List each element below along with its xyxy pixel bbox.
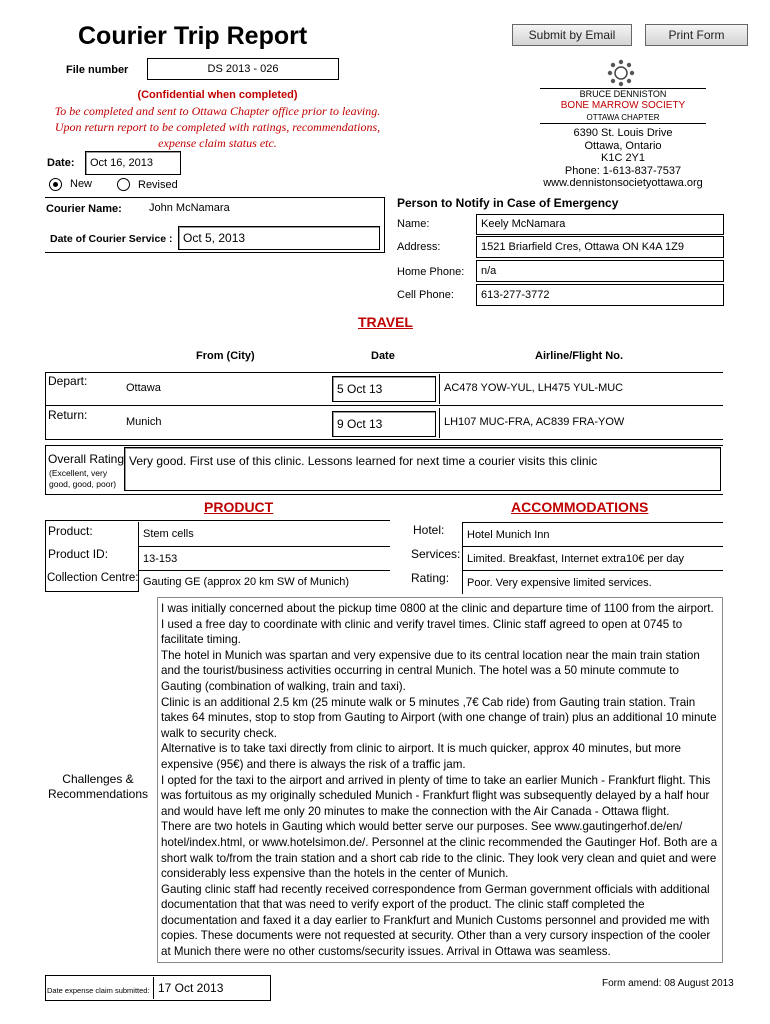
collection-centre-field[interactable]: Gauting GE (approx 20 km SW of Munich) xyxy=(138,570,390,592)
accommodations-heading: ACCOMMODATIONS xyxy=(511,499,649,515)
col-from-header: From (City) xyxy=(196,350,255,362)
col-airline-header: Airline/Flight No. xyxy=(535,350,623,362)
org-name-line2: BONE MARROW SOCIETY xyxy=(560,100,686,111)
depart-city-field[interactable]: Ottawa xyxy=(122,374,328,404)
service-date-field[interactable]: Oct 5, 2013 xyxy=(178,226,380,250)
radio-revised-label: Revised xyxy=(138,179,178,191)
file-number-label: File number xyxy=(66,64,129,76)
accommodation-rating-field[interactable]: Poor. Very expensive limited services. xyxy=(462,570,723,594)
org-block xyxy=(540,88,706,124)
form-amend-text: Form amend: 08 August 2013 xyxy=(602,978,734,989)
radio-new[interactable] xyxy=(49,178,62,191)
radio-new-label: New xyxy=(70,178,93,190)
emergency-heading: Person to Notify in Case of Emergency xyxy=(397,196,619,210)
challenges-label: Challenges & Recommendations xyxy=(47,772,149,801)
file-number-field[interactable]: DS 2013 - 026 xyxy=(147,58,339,80)
date-label: Date: xyxy=(47,157,75,169)
challenges-textarea[interactable]: I was initially concerned about the pickup time 0800 at the clinic and departure time of 1100 from the airport. I used a free day to coordinate with clinic and verify travel times. Clinic staff agreed to open at 0745 to facilitate timing. The hotel in Munich was spartan and very expensive due to its central location near the main train station and the tourist/business activities occurring in central Munich. The hotel was a 50 minute commute to Gauting (combination of walking, train and taxi). Clinic is an additional 2.5 km (25 minute walk or 5 minutes ,7€ Cab ride) from Gauting train station. Train takes 64 minutes, stop to stop from Gauting to Airport (with one change of train) plus an additional 10 minute walk to security check. Alternative is to take taxi directly from clinic to airport. It is much quicker, approx 40 minutes, but more expensive (95€) and there is always the risk of a traffic jam. I opted for the taxi to the airport and arrived in plenty of time to take an earlier Munich - Frankfurt flight. This was fortuitous as my originally scheduled Munich - Frankfurt flight was subsequently delayed by a half hour and would have left me only 20 minutes to make the connection with the Air Canada - Ottawa flight. There are two hotels in Gauting which would better serve our purposes. See www.gautingerhof.de/en/ hotel/index.html, or www.hotelsimon.de/. Personnel at the clinic recommended the Gautinger Hof. Both are a short walk to/from the train station and a short cab ride to the clinic. They look very clean and quiet and were considerably less expensive than the hotels in the center of Munich. Gauting clinic staff had recently received correspondence from German government officials with additional documentation that that was need to verify export of the product. The clinic staff completed the documentation and faxed it a day earlier to Frankfurt and Munich Customs personnel and provided me with copies. These documents were not requested at security. Other than a very cursory inspection of the cooler at Munich there were no other customs/security issues. Arrival in Ottawa was seamless. xyxy=(157,597,723,963)
product-label: Product: xyxy=(48,524,93,538)
return-flight-field[interactable]: LH107 MUC-FRA, AC839 FRA-YOW xyxy=(439,408,723,438)
overall-rating-label: Overall Rating xyxy=(48,452,125,466)
courier-name-label: Courier Name: xyxy=(46,203,122,215)
emergency-name-field[interactable]: Keely McNamara xyxy=(476,214,724,235)
society-logo-icon xyxy=(606,58,636,88)
travel-heading: TRAVEL xyxy=(358,314,413,330)
depart-date-field[interactable]: 5 Oct 13 xyxy=(332,376,436,402)
depart-label: Depart: xyxy=(48,374,88,388)
collection-centre-label: Collection Centre: xyxy=(47,572,139,584)
hotel-field[interactable]: Hotel Munich Inn xyxy=(462,522,723,546)
hotel-label: Hotel: xyxy=(413,523,445,537)
submit-by-email-button[interactable]: Submit by Email xyxy=(512,24,632,46)
org-website-link[interactable]: www.dennistonsocietyottawa.org xyxy=(543,177,703,189)
product-field[interactable]: Stem cells xyxy=(138,522,390,546)
return-city-field[interactable]: Munich xyxy=(122,408,328,438)
rating-hint-2: good, good, poor) xyxy=(49,479,117,489)
org-name-line3: OTTAWA CHAPTER xyxy=(540,112,706,124)
rating-hint-1: (Excellent, very xyxy=(49,468,108,478)
depart-flight-field[interactable]: AC478 YOW-YUL, LH475 YUL-MUC xyxy=(439,374,723,404)
cell-phone-label: Cell Phone: xyxy=(397,289,454,301)
product-heading: PRODUCT xyxy=(204,499,274,515)
product-id-field[interactable]: 13-153 xyxy=(138,546,390,570)
expense-claim-label: Date expense claim submitted: xyxy=(47,986,150,995)
emergency-address-field[interactable]: 1521 Briarfield Cres, Ottawa ON K4A 1Z9 xyxy=(476,236,724,258)
services-label: Services: xyxy=(411,547,461,561)
cell-phone-field[interactable]: 613-277-3772 xyxy=(476,284,724,306)
expense-claim-field[interactable]: 17 Oct 2013 xyxy=(153,977,269,999)
emergency-address-label: Address: xyxy=(397,241,441,253)
confidential-note: (Confidential when completed) xyxy=(137,89,298,101)
date-field[interactable]: Oct 16, 2013 xyxy=(85,151,181,175)
instructions-text: To be completed and sent to Ottawa Chapter office prior to leaving. Upon return report to be completed with ratings, recommendations, expense claim status etc. xyxy=(54,104,381,150)
return-label: Return: xyxy=(48,408,88,422)
emergency-name-label: Name: xyxy=(397,218,430,230)
courier-name-field[interactable]: John McNamara xyxy=(145,199,383,219)
org-address: 6390 St. Louis Drive Ottawa, Ontario K1C 2Y1 Phone: 1-613-837-7537 www.dennistonsocietyottawa.org xyxy=(530,127,716,190)
org-name-line1: BRUCE DENNISTON xyxy=(540,88,706,100)
page-title: Courier Trip Report xyxy=(78,22,308,50)
radio-revised[interactable] xyxy=(117,178,130,191)
col-date-header: Date xyxy=(371,350,395,362)
product-id-label: Product ID: xyxy=(48,547,109,561)
service-date-label: Date of Courier Service : xyxy=(50,233,173,245)
home-phone-field[interactable]: n/a xyxy=(476,260,724,282)
services-field[interactable]: Limited. Breakfast, Internet extra10€ per day xyxy=(462,546,723,570)
accommodation-rating-label: Rating: xyxy=(411,571,450,585)
home-phone-label: Home Phone: xyxy=(397,266,465,278)
print-form-button[interactable]: Print Form xyxy=(645,24,748,46)
overall-rating-field[interactable]: Very good. First use of this clinic. Lessons learned for next time a courier visits this clinic xyxy=(124,447,721,491)
return-date-field[interactable]: 9 Oct 13 xyxy=(332,411,436,437)
